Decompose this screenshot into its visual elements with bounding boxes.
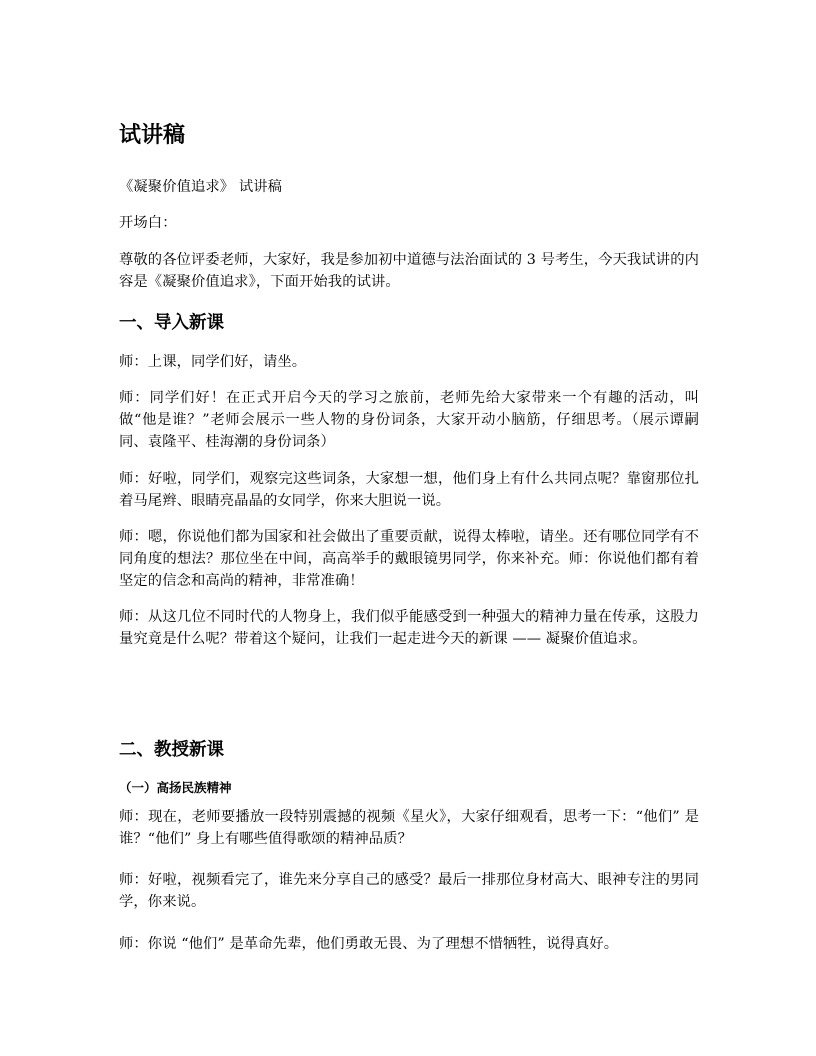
paragraph: 师：现在，老师要播放一段特别震撼的视频《星火》，大家仔细观看，思考一下：“他们” 是谁？“他们” 身上有哪些值得歌颂的精神品质？ bbox=[119, 809, 699, 847]
opening-label: 开场白： bbox=[119, 215, 177, 231]
paragraph: 师：同学们好！在正式开启今天的学习之旅前，老师先给大家带来一个有趣的活动，叫做“他是谁？”老师会展示一些人物的身份词条，大家开动小脑筋，仔细思考。（展示谭嗣同、袁隆平、桂海潮的身份词条） bbox=[119, 390, 699, 450]
paragraph: 师：好啦，同学们，观察完这些词条，大家想一想，他们身上有什么共同点呢？靠窗那位扎着马尾辫、眼睛亮晶晶的女同学，你来大胆说一说。 bbox=[119, 471, 699, 509]
paragraph: 师：嗯，你说他们都为国家和社会做出了重要贡献，说得太棒啦，请坐。还有哪位同学有不同角度的想法？那位坐在中间，高高举手的戴眼镜男同学，你来补充。师：你说他们都有着坚定的信念和高尚的精神，非常准确！ bbox=[119, 529, 699, 589]
document-subtitle: 《凝聚价值追求》 试讲稿 bbox=[119, 179, 283, 195]
document-title: 试讲稿 bbox=[119, 122, 186, 148]
subsection-heading: （一）高扬民族精神 bbox=[119, 780, 232, 795]
section-heading-new-lesson: 二、教授新课 bbox=[119, 740, 224, 760]
section-heading-introduction: 一、导入新课 bbox=[119, 313, 224, 333]
paragraph: 师：你说 “他们” 是革命先辈，他们勇敢无畏、为了理想不惜牺牲，说得真好。 bbox=[119, 936, 619, 952]
paragraph: 师：从这几位不同时代的人物身上，我们似乎能感受到一种强大的精神力量在传承，这股力量究竟是什么呢？带着这个疑问，让我们一起走进今天的新课 —— 凝聚价值追求。 bbox=[119, 609, 699, 647]
paragraph: 师：好啦，视频看完了，谁先来分享自己的感受？最后一排那位身材高大、眼神专注的男同学，你来说。 bbox=[119, 872, 699, 910]
opening-paragraph: 尊敬的各位评委老师，大家好，我是参加初中道德与法治面试的 3 号考生，今天我试讲的内容是《凝聚价值追求》，下面开始我的试讲。 bbox=[119, 252, 699, 290]
paragraph: 师：上课，同学们好，请坐。 bbox=[119, 354, 307, 370]
